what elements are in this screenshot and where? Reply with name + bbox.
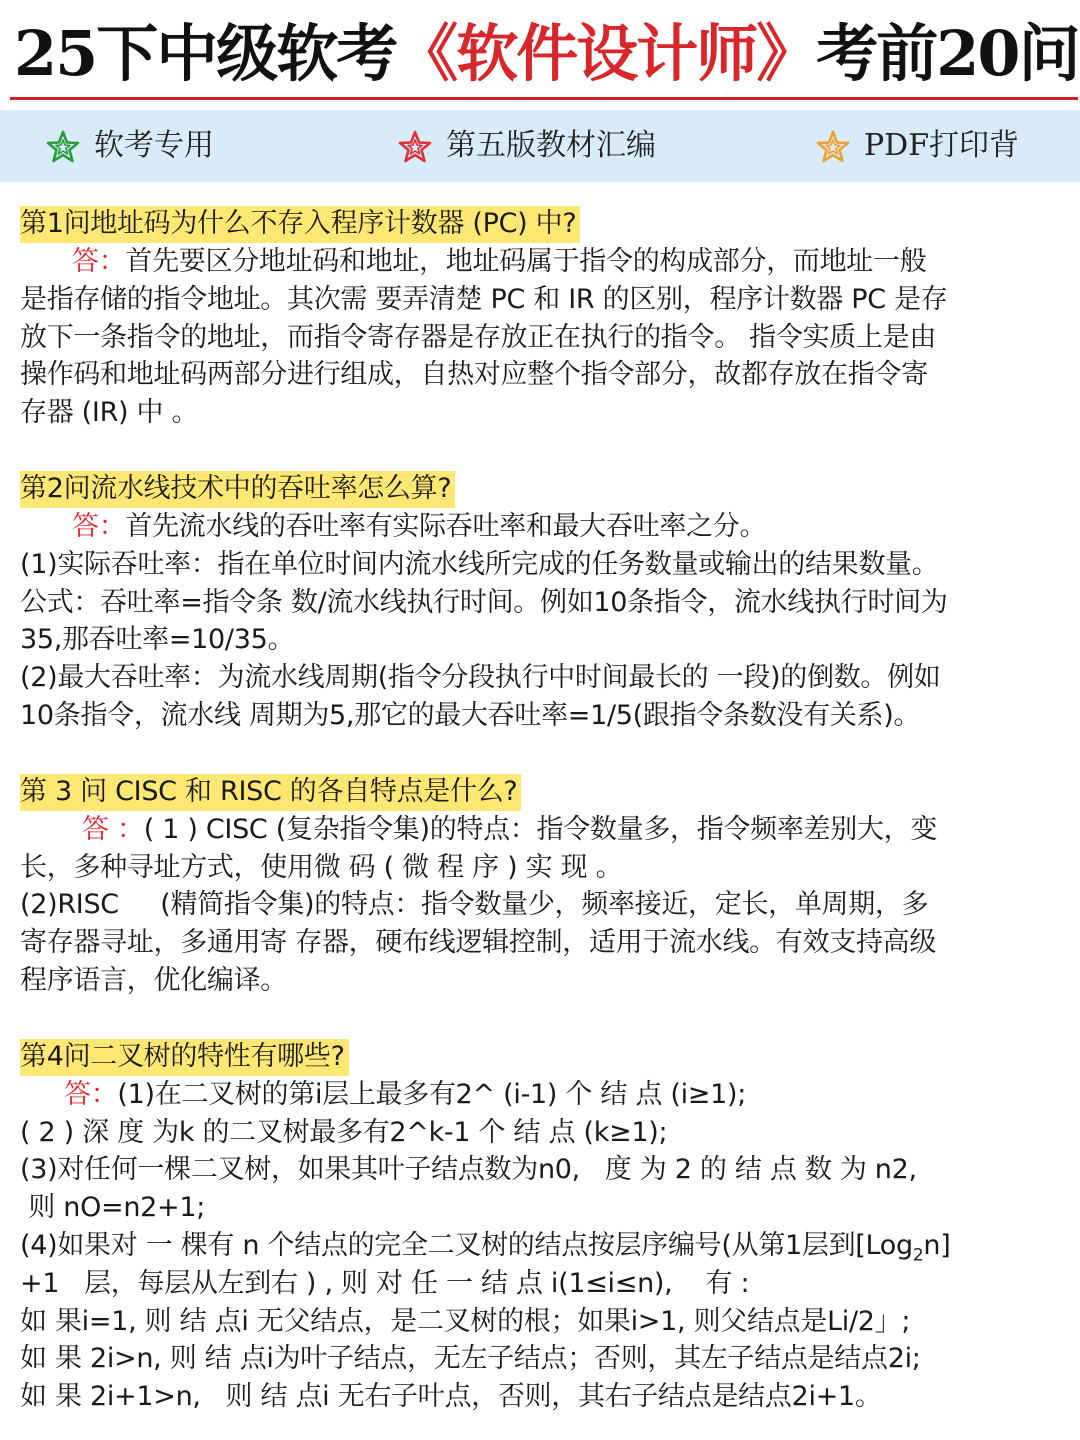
qa-content (20, 205, 1060, 1416)
answer-text: (4)如果对 一 棵有 n 个结点的完全二叉树的结点按层序编号(从第1层到[Log (20, 1229, 913, 1261)
tag-bar (0, 110, 1080, 182)
answer-line: (1)实际吞吐率：指在单位时间内流水线所完成的任务数量或输出的结果数量。 (20, 548, 939, 580)
answer-line: 35,那吞吐率=10/35。 (20, 624, 295, 656)
question-heading: 第 3 问 CISC 和 RISC 的各自特点是什么? (20, 774, 521, 811)
answer-line: +1 层，每层从左到右 ) , 则 对 任 一 结 点 i(1≤i≤n), 有 : (20, 1267, 750, 1299)
star-outline-icon (46, 130, 80, 164)
question-heading: 第1问地址码为什么不存入程序计数器 (PC) 中? (20, 206, 580, 243)
page-title (14, 18, 1079, 90)
answer-line: 操作码和地址码两部分进行组成，自热对应整个指令部分，故都存放在指令寄 (20, 359, 928, 391)
answer-line (20, 508, 1060, 546)
answer-label: 答： (64, 1078, 118, 1110)
log-subscript: 2 (912, 1245, 924, 1266)
answer-line (20, 1076, 1060, 1114)
star-outline-icon (816, 130, 850, 164)
answer-line (20, 811, 1060, 849)
qa-item-1 (20, 205, 1060, 432)
spacer (20, 432, 1060, 470)
answer-line: 是指存储的指令地址。其次需 要弄清楚 PC 和 IR 的区别，程序计数器 PC 是存 (20, 283, 948, 315)
tag-label: 第五版教材汇编 (446, 128, 656, 163)
qa-item-4 (20, 1038, 1060, 1416)
title-book-name: 《软件设计师》 (396, 17, 817, 90)
answer-line: 寄存器寻址，多通用寄 存器，硬布线逻辑控制，适用于流水线。有效支持高级 (20, 927, 937, 959)
spacer (20, 1000, 1060, 1038)
answer-label: 答： (72, 510, 126, 542)
answer-label: 答： (72, 246, 126, 277)
header (0, 0, 1080, 100)
answer-text: (1)在二叉树的第i层上最多有2^ (i-1) 个 结 点 (i≥1); (117, 1078, 747, 1110)
answer-text: 首先流水线的吞吐率有实际吞吐率和最大吞吐率之分。 (125, 510, 767, 542)
answer-label: 答 ： (82, 813, 144, 845)
title-underline (10, 97, 1078, 100)
answer-line (20, 243, 1060, 281)
answer-line: ( 2 ) 深 度 为k 的二叉树最多有2^k-1 个 结 点 (k≥1); (20, 1116, 668, 1148)
answer-text: ( 1 ) CISC (复杂指令集)的特点：指令数量多，指令频率差别大，变 (143, 813, 938, 845)
answer-line: 如 果 2i>n, 则 结 点i为叶子结点，无左子结点；否则，其左子结点是结点2i; (20, 1343, 921, 1375)
tag-label: PDF打印背 (864, 128, 1020, 163)
answer-line (20, 1227, 1060, 1265)
answer-line: 存器 (IR) 中 。 (20, 397, 199, 429)
answer-line: 如 果 2i+1>n, 则 结 点i 无右子叶点，否则，其右子结点是结点2i+1。 (20, 1381, 882, 1413)
answer-line: 程序语言，优化编译。 (20, 964, 287, 996)
answer-line: 如 果i=1, 则 结 点i 无父结点，是二叉树的根；如果i>1, 则父结点是Li/2」; (20, 1305, 911, 1337)
answer-line: 公式：吞吐率=指令条 数/流水线执行时间。例如10条指令，流水线执行时间为 (20, 586, 948, 618)
answer-line: 长，多种寻址方式，使用微 码 ( 微 程 序 ) 实 现 。 (20, 851, 623, 883)
title-prefix: 25下中级软考 (14, 17, 397, 90)
answer-line: 放下一条指令的地址，而指令寄存器是存放正在执行的指令。 指令实质上是由 (20, 321, 937, 353)
qa-item-3 (20, 773, 1060, 1000)
answer-line: (2)最大吞吐率：为流水线周期(指令分段执行中时间最长的 一段)的倒数。例如 (20, 662, 941, 694)
qa-item-2 (20, 470, 1060, 735)
answer-text: 首先要区分地址码和地址，地址码属于指令的构成部分，而地址一般 (125, 246, 927, 277)
answer-line: 10条指令，流水线 周期为5,那它的最大吞吐率=1/5(跟指令条数没有关系)。 (20, 699, 921, 731)
answer-text: n] (923, 1229, 951, 1261)
answer-line: 则 nO=n2+1; (20, 1192, 206, 1224)
title-suffix: 考前20问 (816, 17, 1079, 90)
answer-line: (2)RISC (精简指令集)的特点：指令数量少，频率接近，定长，单周期，多 (20, 889, 929, 921)
tag-label: 软考专用 (94, 128, 214, 163)
question-heading: 第2问流水线技术中的吞吐率怎么算? (20, 471, 455, 508)
star-outline-icon (398, 130, 432, 164)
question-heading: 第4问二叉树的特性有哪些? (20, 1039, 349, 1076)
answer-line: (3)对任何一棵二叉树，如果其叶子结点数为n0, 度 为 2 的 结 点 数 为 n2, (20, 1154, 917, 1186)
spacer (20, 735, 1060, 773)
